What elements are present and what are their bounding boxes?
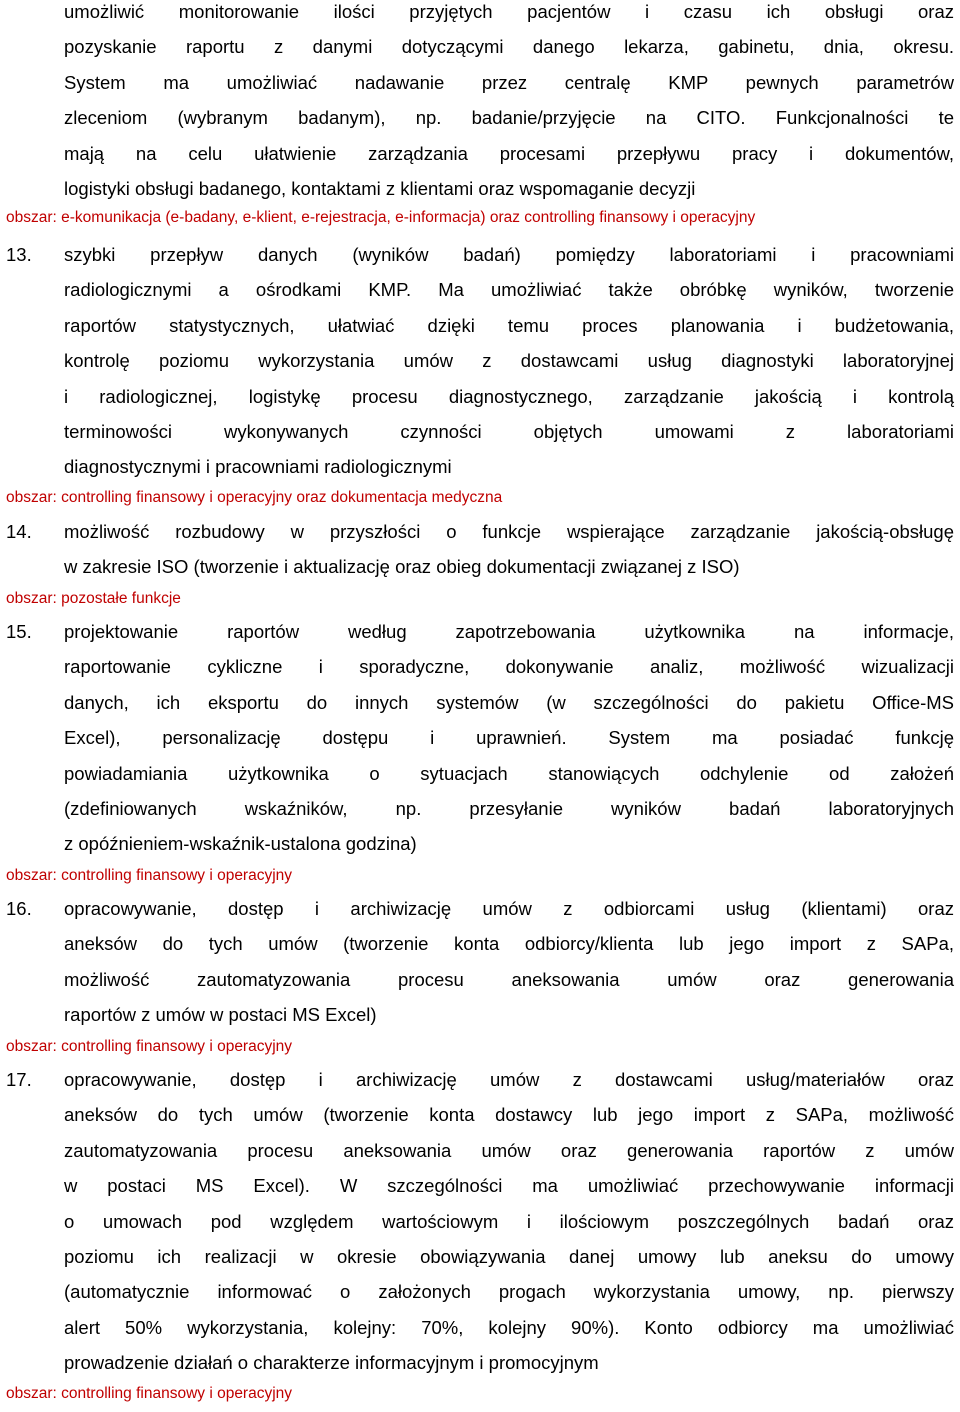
item-line: diagnostycznymi i pracowniami radiologicznymi [64, 456, 452, 478]
list-item-17 [0, 1062, 960, 1381]
item-line: radiologicznymi a ośrodkami KMP. Ma umożliwiać także obróbkę wyników, tworzenie [64, 279, 954, 301]
area-label: obszar: controlling finansowy i operacyjny [6, 1385, 293, 1402]
item-line: aneksów do tych umów (tworzenie konta dostawcy lub jego import z SAPa, możliwość [64, 1104, 954, 1126]
area-label: obszar: pozostałe funkcje [6, 590, 181, 607]
intro-line: umożliwić monitorowanie ilości przyjętych pacjentów i czasu ich obsługi oraz [64, 1, 954, 22]
list-item-15 [0, 614, 960, 862]
item-line: (zdefiniowanych wskaźników, np. przesyłanie wyników badań laboratoryjnych [64, 797, 954, 819]
item-number: 15. [6, 621, 32, 642]
item-line: w zakresie ISO (tworzenie i aktualizację oraz obieg dokumentacji związanej z ISO) [64, 556, 740, 578]
area-label: obszar: controlling finansowy i operacyjny oraz dokumentacja medyczna [6, 489, 503, 506]
item-line: zautomatyzowania procesu aneksowania umów oraz generowania raportów z umów [64, 1139, 954, 1161]
item-line: kontrolę poziomu wykorzystania umów z dostawcami usług diagnostyki laboratoryjnej [64, 350, 954, 372]
item-number: 17. [6, 1069, 32, 1090]
intro-line: logistyki obsługi badanego, kontaktami z klientami oraz wspomaganie decyzji [64, 177, 696, 199]
item-line: aneksów do tych umów (tworzenie konta odbiorcy/klienta lub jego import z SAPa, [64, 933, 954, 955]
list-item-16 [0, 891, 960, 1033]
item-line: możliwość zautomatyzowania procesu aneksowania umów oraz generowania [64, 968, 954, 990]
item-line: poziomu ich realizacji w okresie obowiązywania danej umowy lub aneksu do umowy [64, 1245, 954, 1267]
intro-line: zleceniom (wybranym badanym), np. badanie/przyjęcie na CITO. Funkcjonalności te [64, 107, 954, 129]
item-line: Excel), personalizację dostępu i uprawnień. System ma posiadać funkcję [64, 727, 954, 749]
item-line: prowadzenie działań o charakterze informacyjnym i promocyjnym [64, 1352, 599, 1374]
item-line: opracowywanie, dostęp i archiwizację umów z odbiorcami usług (klientami) oraz [64, 898, 954, 919]
item-line: szybki przepływ danych (wyników badań) pomiędzy laboratoriami i pracowniami [64, 244, 954, 265]
item-line: raportowanie cykliczne i sporadyczne, dokonywanie analiz, możliwość wizualizacji [64, 656, 954, 678]
intro-line: mają na celu ułatwienie zarządzania procesami przepływu pracy i dokumentów, [64, 142, 954, 164]
intro-line: pozyskanie raportu z danymi dotyczącymi danego lekarza, gabinetu, dnia, okresu. [64, 36, 954, 58]
area-label: obszar: e-komunikacja (e-badany, e-klient, e-rejestracja, e-informacja) oraz controlling finansowy i operacyjny [6, 209, 756, 226]
item-number: 16. [6, 898, 32, 919]
item-line: i radiologicznej, logistykę procesu diagnostycznego, zarządzanie jakością i kontrolą [64, 385, 954, 407]
item-line: terminowości wykonywanych czynności objętych umowami z laboratoriami [64, 420, 954, 442]
item-line: projektowanie raportów według zapotrzebowania użytkownika na informacje, [64, 621, 954, 642]
item-line: opracowywanie, dostęp i archiwizację umów z dostawcami usług/materiałów oraz [64, 1069, 954, 1090]
intro-paragraph [0, 0, 960, 206]
item-line: z opóźnieniem-wskaźnik-ustalona godzina) [64, 833, 417, 855]
item-line: danych, ich eksportu do innych systemów (w szczególności do pakietu Office-MS [64, 691, 954, 713]
item-number: 14. [6, 521, 32, 542]
list-item-13 [0, 237, 960, 485]
area-label: obszar: controlling finansowy i operacyjny [6, 1038, 293, 1055]
item-line: raportów statystycznych, ułatwiać dzięki temu proces planowania i budżetowania, [64, 314, 954, 336]
intro-line: System ma umożliwiać nadawanie przez centralę KMP pewnych parametrów [64, 71, 954, 93]
area-label: obszar: controlling finansowy i operacyjny [6, 867, 293, 884]
list-item-14 [0, 514, 960, 585]
item-line: raportów z umów w postaci MS Excel) [64, 1004, 377, 1026]
item-number: 13. [6, 244, 32, 265]
item-line: o umowach pod względem wartościowym i ilościowym poszczególnych badań oraz [64, 1210, 954, 1232]
item-line: (automatycznie informować o założonych progach wykorzystania umowy, np. pierwszy [64, 1281, 954, 1303]
item-line: powiadamiania użytkownika o sytuacjach stanowiących odchylenie od założeń [64, 762, 954, 784]
item-line: alert 50% wykorzystania, kolejny: 70%, kolejny 90%). Konto odbiorcy ma umożliwiać [64, 1316, 954, 1338]
item-line: możliwość rozbudowy w przyszłości o funkcje wspierające zarządzanie jakością-obsługę [64, 521, 954, 542]
item-line: w postaci MS Excel). W szczególności ma umożliwiać przechowywanie informacji [64, 1175, 954, 1197]
